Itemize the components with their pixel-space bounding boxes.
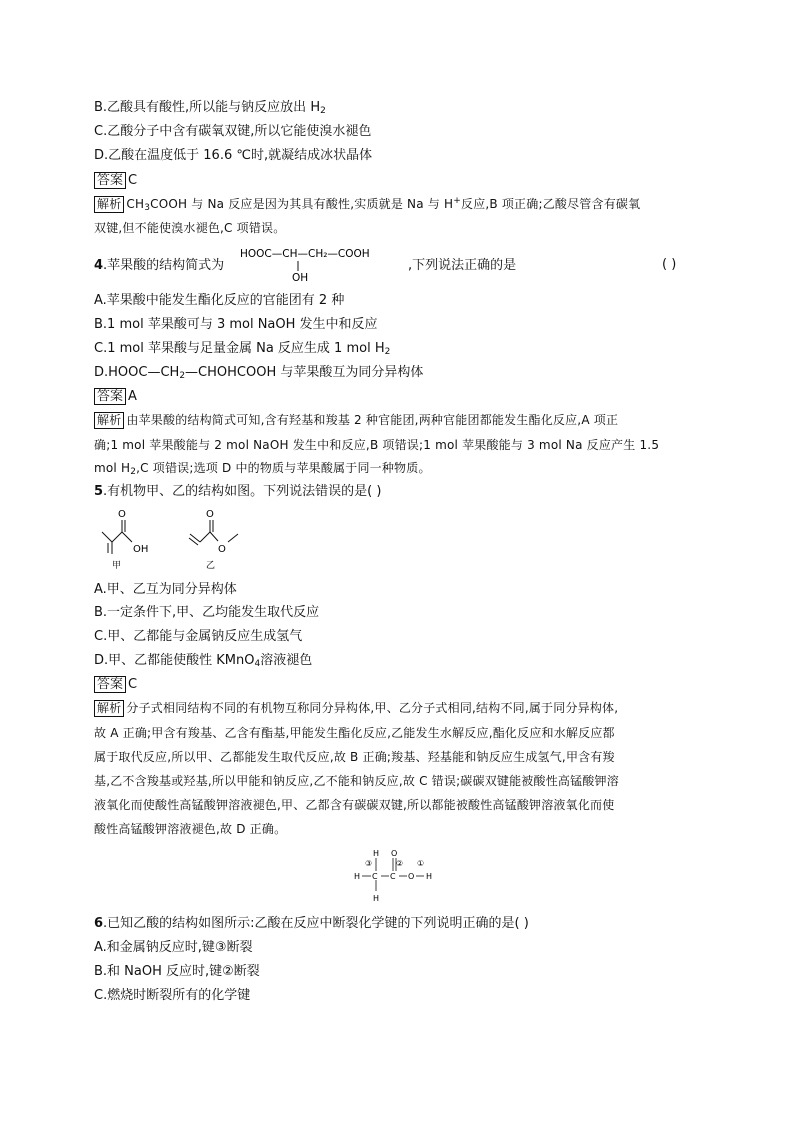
malic-acid-formula <box>240 243 408 285</box>
formula-oh: OH <box>292 272 309 284</box>
mark-1: ① <box>417 859 425 868</box>
q4-option-b: B.1 mol 苹果酸可与 3 mol NaOH 发生中和反应 <box>94 317 378 332</box>
q5-answer: 答案 C <box>94 676 137 694</box>
answer-tag: 答案 <box>94 676 126 693</box>
q4-stem-end: ,下列说法正确的是 <box>408 258 517 273</box>
q5-analysis-line5: 液氧化而使酸性高锰酸钾溶液褪色,甲、乙都含有碳碳双键,所以都能被酸性高锰酸钾溶液氧化而使 <box>94 798 615 812</box>
q5-option-c: C.甲、乙都能与金属钠反应生成氢气 <box>94 629 303 644</box>
q3-answer: 答案 C <box>94 172 137 190</box>
q6-option-c: C.燃烧时断裂所有的化学键 <box>94 988 251 1003</box>
acetic-c1: C <box>372 872 378 881</box>
q5-analysis-line4: 基,乙不含羧基或羟基,所以甲能和钠反应,乙不能和钠反应,故 C 错误;碳碳双键能被酸性高锰酸钾溶 <box>94 774 619 788</box>
q4-analysis-line3: mol $H_2,C$ 项错误;选项 D 中的物质与苹果酸属于同一种物质。 <box>94 461 431 477</box>
acetic-acid-structure <box>354 846 444 904</box>
yi-o-carbonyl: O <box>206 509 214 520</box>
structures-jia-yi <box>96 506 266 572</box>
acetic-o-single: O <box>408 872 415 881</box>
answer-tag: 答案 <box>94 388 126 405</box>
q4-stem-start: 4.苹果酸的结构简式为 <box>94 258 225 273</box>
structure-jia <box>102 520 132 554</box>
analysis-tag: 解析 <box>94 196 124 213</box>
analysis-tag: 解析 <box>94 412 124 429</box>
q5-analysis-line3: 属于取代反应,所以甲、乙都能发生取代反应,故 B 正确;羧基、羟基能和钠反应生成氢气,甲含有羧 <box>94 750 615 764</box>
q4-analysis-line2: 确;1 mol 苹果酸能与 2 mol NaOH 发生中和反应,B 项错误;1 mol 苹果酸能与 3 mol Na 反应产生 1.5 <box>94 438 660 452</box>
q5-analysis-line2: 故 A 正确;甲含有羧基、乙含有酯基,甲能发生酯化反应,乙能发生水解反应,酯化反应和水解反应都 <box>94 726 615 740</box>
q5-analysis-line1: 解析 分子式相同结构不同的有机物互称同分异构体,甲、乙分子式相同,结构不同,属于同分异构体, <box>94 699 618 717</box>
q3-analysis-line1: 解析 $CH_3COOH$ 与 Na 反应是因为其具有酸性,实质就是 Na 与 H+反应,B 项正确;乙酸尽管含有碳氧 <box>94 195 640 213</box>
q4-answer: 答案 A <box>94 388 137 406</box>
q3-option-b: B.乙酸具有酸性,所以能与钠反应放出 $H_2$ <box>94 100 326 116</box>
q6-option-a: A.和金属钠反应时,键③断裂 <box>94 940 253 955</box>
mark-3: ③ <box>365 859 373 868</box>
q6-option-b: B.和 NaOH 反应时,键②断裂 <box>94 964 260 979</box>
analysis-tag: 解析 <box>94 700 124 717</box>
q4-analysis-line1: 解析 由苹果酸的结构简式可知,含有羟基和羧基 2 种官能团,两种官能团都能发生酯化反应,A 项正 <box>94 411 618 429</box>
q4-option-d: $D.HOOC—CH_2—CHOHCOOH$ 与苹果酸互为同分异构体 <box>94 365 424 381</box>
label-yi: 乙 <box>206 561 216 571</box>
q4-option-c: C.1 mol 苹果酸与足量金属 Na 反应生成 1 mol $H_2$ <box>94 341 391 357</box>
q5-option-a: A.甲、乙互为同分异构体 <box>94 582 237 597</box>
answer-tag: 答案 <box>94 172 126 189</box>
acetic-h-top: H <box>373 849 380 858</box>
mark-2: ② <box>396 859 404 868</box>
label-jia: 甲 <box>112 561 122 571</box>
q3-analysis-line2: 双键,但不能使溴水褪色,C 项错误。 <box>94 221 286 235</box>
acetic-h-right: H <box>426 872 433 881</box>
q3-option-c: C.乙酸分子中含有碳氧双键,所以它能使溴水褪色 <box>94 124 372 139</box>
acetic-h-bottom: H <box>373 894 380 903</box>
q4-answer-bracket: ( ) <box>662 257 677 272</box>
jia-o: O <box>118 509 126 520</box>
q5-option-b: B.一定条件下,甲、乙均能发生取代反应 <box>94 605 320 620</box>
acetic-c2: C <box>390 872 396 881</box>
q5-stem: 5.有机物甲、乙的结构如图。下列说法错误的是( ) <box>94 484 382 499</box>
yi-o-ester: O <box>218 544 226 555</box>
jia-oh: OH <box>133 544 149 555</box>
structure-yi <box>189 520 238 545</box>
q3-option-d: D.乙酸在温度低于 16.6 ℃时,就凝结成冰状晶体 <box>94 148 373 163</box>
acetic-o-double: O <box>391 849 398 858</box>
q6-stem: 6.已知乙酸的结构如图所示:乙酸在反应中断裂化学键的下列说明正确的是( ) <box>94 916 529 931</box>
q5-analysis-line6: 酸性高锰酸钾溶液褪色,故 D 正确。 <box>94 822 287 836</box>
q5-option-d: D.甲、乙都能使酸性 KMnO$_4$溶液褪色 <box>94 653 313 669</box>
formula-main: HOOC—CH—CH₂—COOH <box>240 248 370 260</box>
q4-option-a: A.苹果酸中能发生酯化反应的官能团有 2 种 <box>94 293 345 308</box>
acetic-h-left: H <box>354 872 361 881</box>
